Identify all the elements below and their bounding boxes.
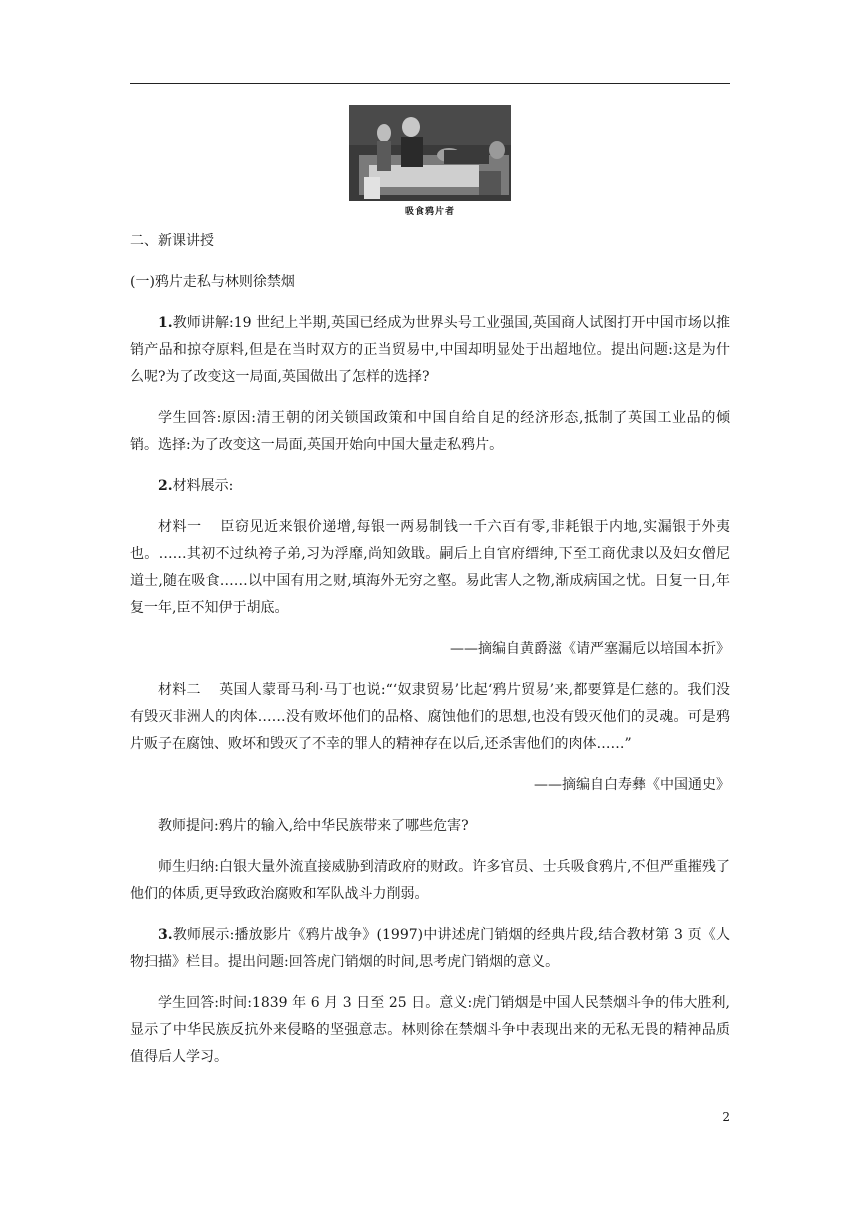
item-number-1: 1. [158, 315, 173, 331]
material-2-source: ——摘编自白寿彝《中国通史》 [534, 777, 730, 793]
paragraph-3-text: 材料展示: [172, 478, 234, 494]
page-number: 2 [722, 1110, 730, 1124]
material-1-label: 材料一 [158, 519, 202, 535]
material-2 [130, 677, 730, 758]
paragraph-1-text: 教师讲解:19 世纪上半期,英国已经成为世界头号工业强国,英国商人试图打开中国市场以推销产品和掠夺原料,但是在当时双方的正当贸易中,中国却明显处于出超地位。提出问题:这是为什么呢?为了改变这一局面,英国做出了怎样的选择? [130, 315, 730, 385]
paragraph-6-text: 教师展示:播放影片《鸦片战争》(1997)中讲述虎门销烟的经典片段,结合教材第 3 页《人物扫描》栏目。提出问题:回答虎门销烟的时间,思考虎门销烟的意义。 [130, 927, 730, 970]
material-1-source: ——摘编自黄爵滋《请严塞漏卮以培国本折》 [450, 641, 730, 657]
material-2-label: 材料二 [158, 682, 201, 698]
item-number-3: 3. [158, 927, 173, 943]
figure-caption: 吸食鸦片者 [404, 207, 455, 217]
paragraph-6 [130, 922, 730, 976]
paragraph-3 [130, 473, 730, 500]
section-title: 二、新课讲授 [130, 233, 214, 249]
header-rule [130, 83, 730, 84]
main-content [130, 228, 730, 1085]
material-1-text: 臣窃见近来银价递增,每银一两易制钱一千六百有零,非耗银于内地,实漏银于外夷也。……其初不过纨袴子弟,习为浮靡,尚知敛戢。嗣后上自官府缙绅,下至工商优隶以及妇女僧尼道士,随在吸食……以中国有用之财,填海外无穷之壑。易此害人之物,渐成病国之忧。日复一日,年复一年,臣不知伊于胡底。 [130, 519, 730, 616]
paragraph-1 [130, 310, 730, 391]
paragraph-2: 学生回答:原因:清王朝的闭关锁国政策和中国自给自足的经济形态,抵制了英国工业品的倾销。选择:为了改变这一局面,英国开始向中国大量走私鸦片。 [130, 410, 730, 453]
paragraph-4: 教师提问:鸦片的输入,给中华民族带来了哪些危害? [158, 818, 469, 834]
material-1 [130, 514, 730, 622]
opium-smokers-photo [349, 105, 511, 201]
item-number-2: 2. [158, 478, 173, 494]
section-subtitle: (一)鸦片走私与林则徐禁烟 [130, 274, 295, 290]
material-2-text: 英国人蒙哥马利·马丁也说:“‘奴隶贸易’比起‘鸦片贸易’来,都要算是仁慈的。我们没有毁灭非洲人的肉体……没有败坏他们的品格、腐蚀他们的思想,也没有毁灭他们的灵魂。可是鸦片贩子在腐蚀、败坏和毁灭了不幸的罪人的精神存在以后,还杀害他们的肉体……” [130, 682, 731, 752]
paragraph-5: 师生归纳:白银大量外流直接威胁到清政府的财政。许多官员、士兵吸食鸦片,不但严重摧残了他们的体质,更导致政治腐败和军队战斗力削弱。 [130, 859, 730, 902]
paragraph-7: 学生回答:时间:1839 年 6 月 3 日至 25 日。意义:虎门销烟是中国人民禁烟斗争的伟大胜利,显示了中华民族反抗外来侵略的坚强意志。林则徐在禁烟斗争中表现出来的无私无畏的精神品质值得后人学习。 [130, 995, 730, 1065]
